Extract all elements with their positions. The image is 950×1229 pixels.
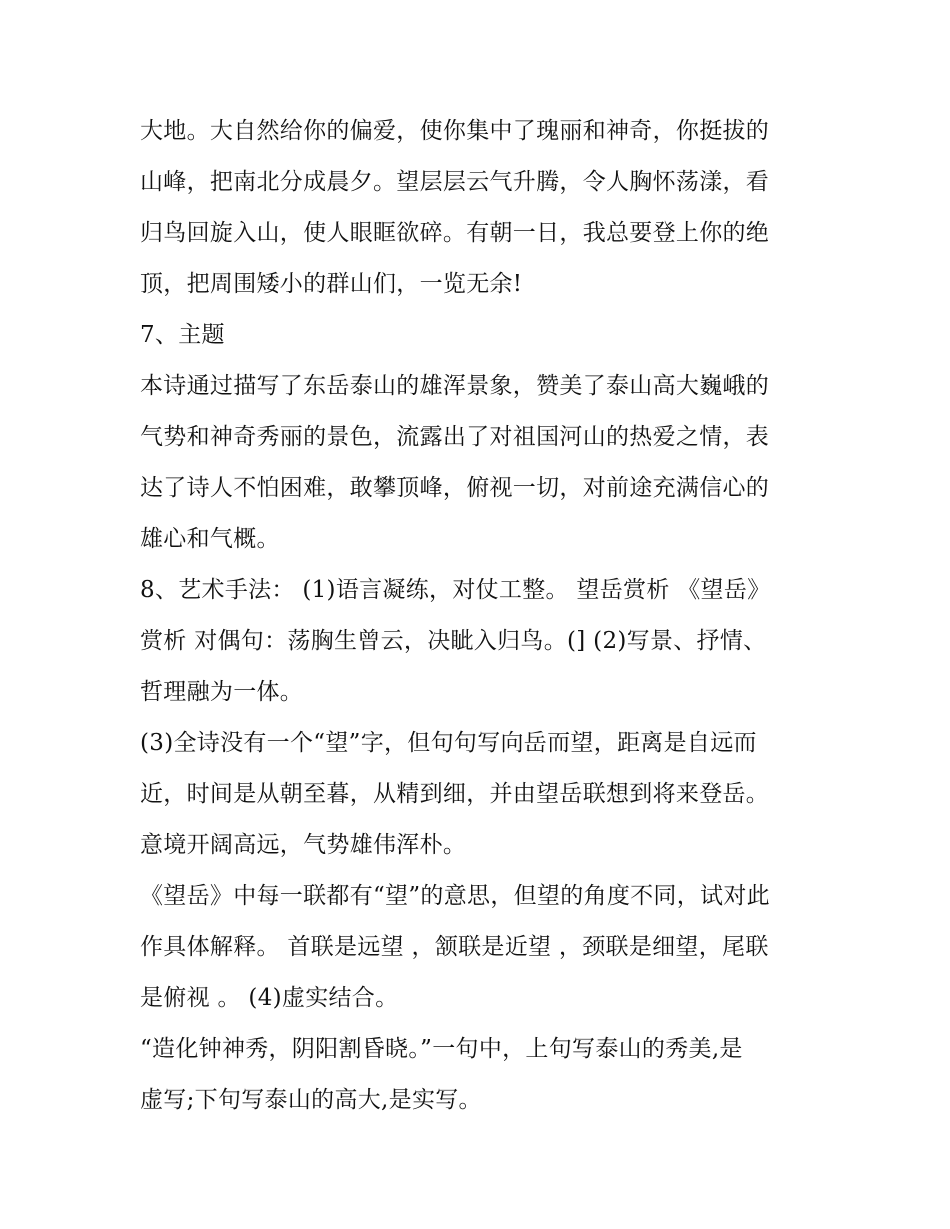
text-line: 本诗通过描写了东岳泰山的雄浑景象，赞美了泰山高大巍峨的 [140, 373, 770, 399]
document-body [140, 106, 820, 1126]
text-line: 近，时间是从朝至暮，从精到细，并由望岳联想到将来登岳。 [140, 781, 770, 807]
text-line: 哲理融为一体。 [140, 679, 304, 705]
text-line: 山峰，把南北分成晨夕。望层层云气升腾，令人胸怀荡漾，看 [140, 169, 770, 195]
section-heading-techniques: 8、艺术手法： (1)语言凝练，对仗工整。 望岳赏析 《望岳》 [140, 577, 771, 603]
text-line: 《望岳》中每一联都有“望”的意思，但望的角度不同，试对此 [140, 883, 770, 909]
text-line: (3)全诗没有一个“望”字，但句句写向岳而望，距离是自远而 [140, 730, 757, 756]
section-heading-theme: 7、主题 [140, 322, 225, 348]
text-line: 归鸟回旋入山，使人眼眶欲碎。有朝一日，我总要登上你的绝 [140, 220, 770, 246]
text-line: 顶，把周围矮小的群山们，一览无余! [140, 271, 523, 297]
text-line: 是俯视 。 (4)虚实结合。 [140, 985, 399, 1011]
text-line: 大地。大自然给你的偏爱，使你集中了瑰丽和神奇，你挺拔的 [140, 118, 770, 144]
text-line: 赏析 对偶句：荡胸生曾云，决眦入归鸟。(] (2)写景、抒情、 [140, 628, 767, 654]
text-line: 气势和神奇秀丽的景色，流露出了对祖国河山的热爱之情，表 [140, 424, 770, 450]
text-line: 雄心和气概。 [140, 526, 280, 552]
text-line: 达了诗人不怕困难，敢攀顶峰，俯视一切，对前途充满信心的 [140, 475, 770, 501]
text-line: 虚写;下句写泰山的高大,是实写。 [140, 1087, 482, 1113]
text-line: 意境开阔高远，气势雄伟浑朴。 [140, 832, 467, 858]
text-line: 作具体解释。 首联是远望 ，颔联是近望 ，颈联是细望，尾联 [140, 934, 769, 960]
text-line: “造化钟神秀，阴阳割昏晓。”一句中，上句写泰山的秀美,是 [140, 1036, 743, 1062]
